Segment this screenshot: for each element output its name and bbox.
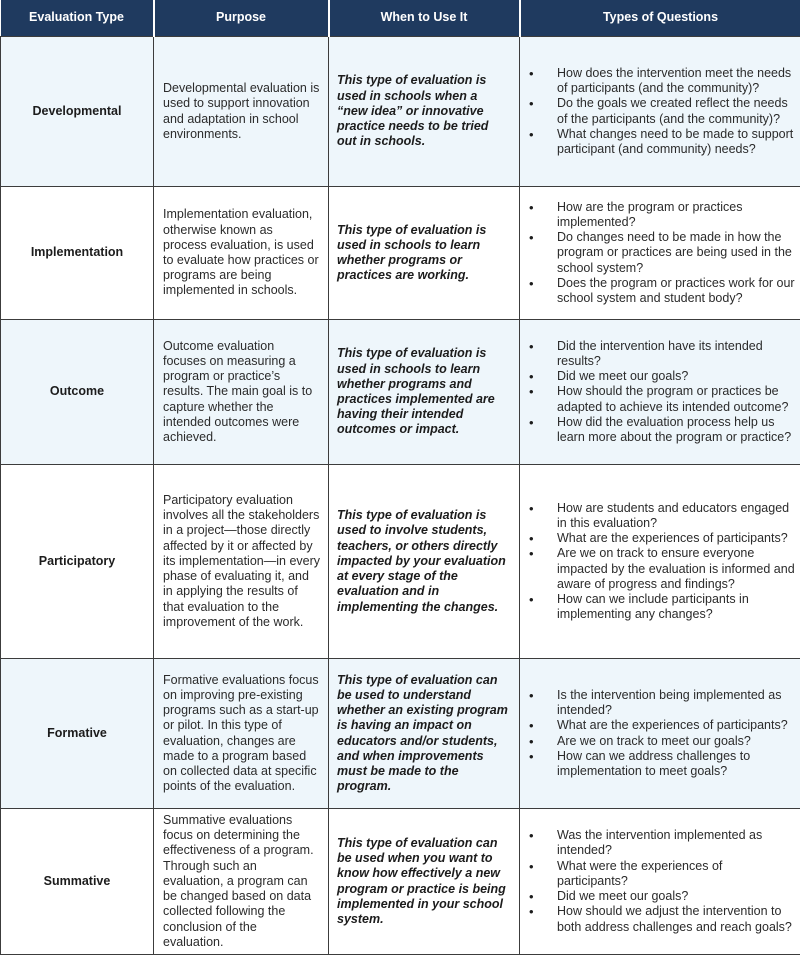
question-item: • How can we address challenges to implementation to meet goals? <box>520 749 796 779</box>
when-to-use-cell: This type of evaluation is used in schools to learn whether programs and practices implemented are having their intended outcomes or impact. <box>329 320 520 465</box>
table-row <box>1 187 800 320</box>
question-item: • How should we adjust the intervention to both address challenges and reach goals? <box>520 904 796 934</box>
evaluation-type-cell: Formative <box>1 659 154 809</box>
when-to-use-cell: This type of evaluation can be used when you want to know how effectively a new program or practice is being implemented in your school system. <box>329 809 520 955</box>
table-row <box>1 37 800 187</box>
header-row <box>1 0 800 37</box>
question-item: • What were the experiences of participants? <box>520 859 796 889</box>
when-to-use-cell: This type of evaluation is used in schools when a “new idea” or innovative practice needs to be tried out in schools. <box>329 37 520 187</box>
table-row <box>1 659 800 809</box>
table-row <box>1 809 800 955</box>
questions-list <box>520 200 796 306</box>
when-to-use-cell: This type of evaluation is used to involve students, teachers, or others directly impacted by your evaluation at every stage of the evaluation and in implementing the changes. <box>329 465 520 659</box>
purpose-cell: Developmental evaluation is used to support innovation and adaptation in school environments. <box>154 37 329 187</box>
question-item: • What are the experiences of participants? <box>520 531 796 546</box>
questions-list <box>520 66 796 157</box>
table-row <box>1 465 800 659</box>
question-item: • Are we on track to ensure everyone impacted by the evaluation is informed and aware of progress and findings? <box>520 546 796 592</box>
question-item: • How are students and educators engaged in this evaluation? <box>520 501 796 531</box>
question-item: • Did we meet our goals? <box>520 369 796 384</box>
question-item: • Did we meet our goals? <box>520 889 796 904</box>
evaluation-type-cell: Participatory <box>1 465 154 659</box>
when-to-use-cell: This type of evaluation can be used to understand whether an existing program is having an impact on educators and/or students, and when improvements must be made to the program. <box>329 659 520 809</box>
questions-list <box>520 501 796 623</box>
purpose-cell: Participatory evaluation involves all the stakeholders in a project—those directly affected by it or affected by its implementation—in every phase of evaluating it, and in applying the results of that evaluation to the improvement of the work. <box>154 465 329 659</box>
header-when-to-use: When to Use It <box>329 0 520 37</box>
questions-list <box>520 688 796 779</box>
question-item: • How can we include participants in implementing any changes? <box>520 592 796 622</box>
questions-cell <box>520 37 800 187</box>
question-item: • What changes need to be made to support participant (and community) needs? <box>520 127 796 157</box>
questions-cell <box>520 809 800 955</box>
purpose-cell: Formative evaluations focus on improving pre-existing programs such as a start-up or pilot. In this type of evaluation, changes are made to a program based on collected data at specific points of the evaluation. <box>154 659 329 809</box>
questions-cell <box>520 465 800 659</box>
question-item: • What are the experiences of participants? <box>520 718 796 733</box>
question-item: • Does the program or practices work for our school system and student body? <box>520 276 796 306</box>
questions-cell <box>520 320 800 465</box>
questions-list <box>520 828 796 934</box>
header-types-of-questions: Types of Questions <box>520 0 800 37</box>
question-item: • Was the intervention implemented as intended? <box>520 828 796 858</box>
question-item: • How are the program or practices implemented? <box>520 200 796 230</box>
question-item: • How did the evaluation process help us learn more about the program or practice? <box>520 415 796 445</box>
question-item: • How should the program or practices be adapted to achieve its intended outcome? <box>520 384 796 414</box>
evaluation-type-cell: Implementation <box>1 187 154 320</box>
questions-cell <box>520 659 800 809</box>
question-item: • Do changes need to be made in how the program or practices are being used in the school system? <box>520 230 796 276</box>
header-evaluation-type: Evaluation Type <box>1 0 154 37</box>
question-item: • Is the intervention being implemented as intended? <box>520 688 796 718</box>
evaluation-type-cell: Outcome <box>1 320 154 465</box>
header-purpose: Purpose <box>154 0 329 37</box>
table-row <box>1 320 800 465</box>
question-item: • Did the intervention have its intended results? <box>520 339 796 369</box>
question-item: • How does the intervention meet the needs of participants (and the community)? <box>520 66 796 96</box>
purpose-cell: Summative evaluations focus on determining the effectiveness of a program. Through such an evaluation, a program can be changed based on data collected following the conclusion of the evaluation. <box>154 809 329 955</box>
purpose-cell: Outcome evaluation focuses on measuring a program or practice’s results. The main goal is to capture whether the intended outcomes were achieved. <box>154 320 329 465</box>
evaluation-type-cell: Developmental <box>1 37 154 187</box>
question-item: • Do the goals we created reflect the needs of the participants (and the community)? <box>520 96 796 126</box>
questions-list <box>520 339 796 445</box>
questions-cell <box>520 187 800 320</box>
purpose-cell: Implementation evaluation, otherwise known as process evaluation, is used to evaluate how practices or programs are being implemented in schools. <box>154 187 329 320</box>
evaluation-type-cell: Summative <box>1 809 154 955</box>
when-to-use-cell: This type of evaluation is used in schools to learn whether programs or practices are working. <box>329 187 520 320</box>
question-item: • Are we on track to meet our goals? <box>520 734 796 749</box>
